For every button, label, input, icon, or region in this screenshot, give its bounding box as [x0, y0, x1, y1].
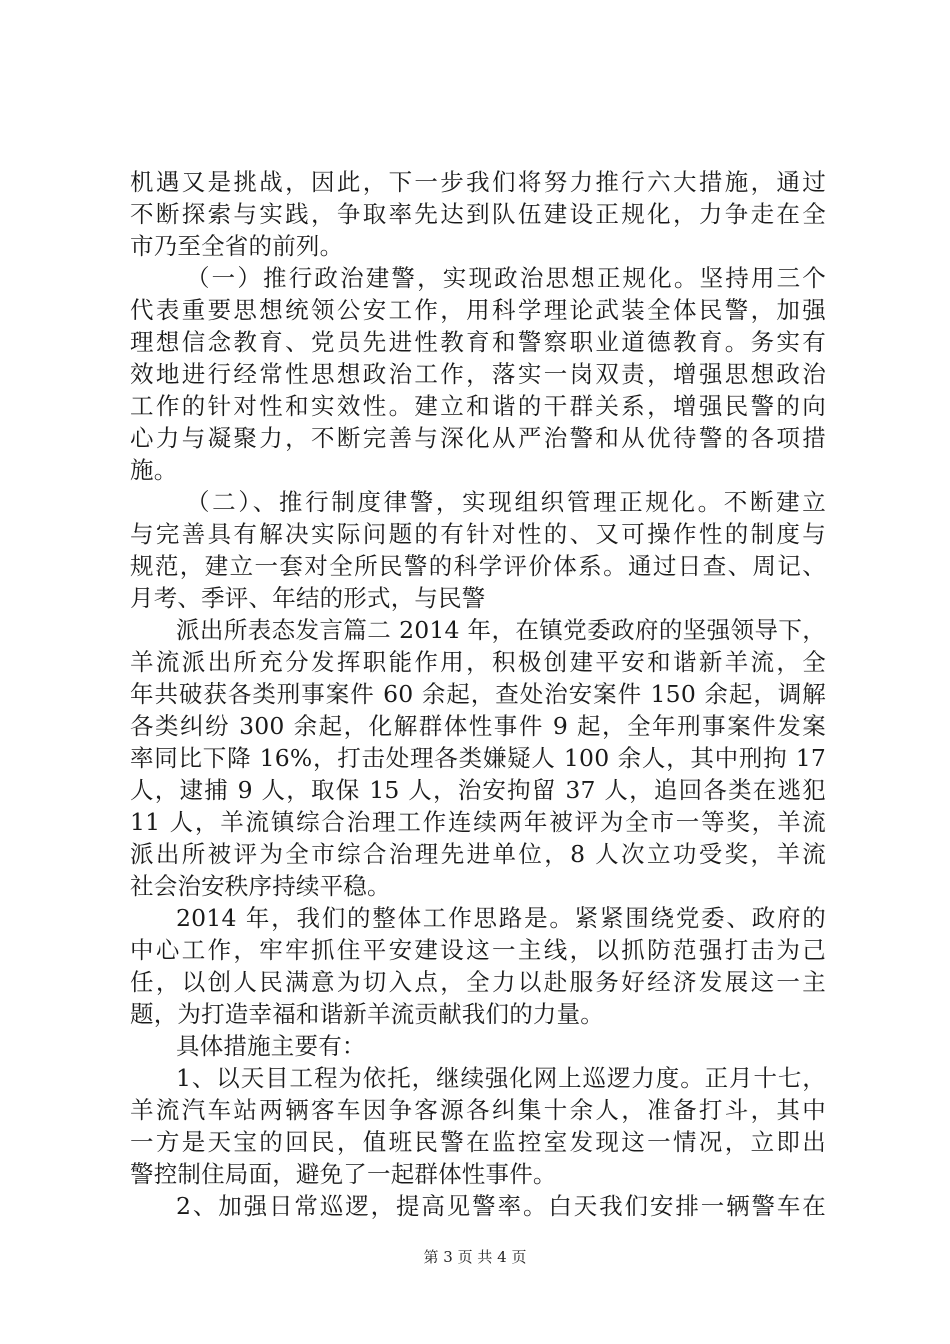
paragraph-start-line: （二）、推行制度律警，实现组织管理正规化。不断建立 — [186, 488, 826, 516]
text-line: 11 人，羊流镇综合治理工作连续两年被评为全市一等奖，羊流 — [130, 808, 826, 836]
page-number-footer: 第 3 页 共 4 页 — [423, 1248, 527, 1266]
text-line: 工作的针对性和实效性。建立和谐的干群关系，增强民警的向 — [130, 392, 826, 420]
text-line: 市乃至全省的前列。 — [130, 232, 344, 260]
text-line: 规范，建立一套对全所民警的科学评价体系。通过日查、周记、 — [130, 552, 826, 580]
text-line: 羊流汽车站两辆客车因争客源各纠集十余人，准备打斗，其中 — [130, 1096, 826, 1124]
text-line: 派出所被评为全市综合治理先进单位，8 人次立功受奖，羊流 — [130, 840, 826, 868]
text-line: 警控制住局面，避免了一起群体性事件。 — [130, 1160, 557, 1188]
text-line: 任，以创人民满意为切入点，全力以赴服务好经济发展这一主 — [130, 968, 826, 996]
text-line: 施。 — [130, 456, 178, 484]
text-line: 率同比下降 16%，打击处理各类嫌疑人 100 余人，其中刑拘 17 — [130, 744, 826, 772]
text-line: 人，逮捕 9 人，取保 15 人，治安拘留 37 人，追回各类在逃犯 — [130, 776, 826, 804]
text-line: 中心工作，牢牢抓住平安建设这一主线，以抓防范强打击为己 — [130, 936, 826, 964]
text-line: 月考、季评、年结的形式，与民警 — [130, 584, 486, 612]
text-line: 社会治安秩序持续平稳。 — [130, 872, 391, 900]
text-line: 效地进行经常性思想政治工作，落实一岗双责，增强思想政治 — [130, 360, 826, 388]
paragraph-start-line: 2、加强日常巡逻，提高见警率。白天我们安排一辆警车在 — [176, 1192, 826, 1220]
paragraph-start-line: 1、以天目工程为依托，继续强化网上巡逻力度。正月十七， — [176, 1064, 826, 1092]
text-line: 一方是天宝的回民，值班民警在监控室发现这一情况，立即出 — [130, 1128, 826, 1156]
text-line: 年共破获各类刑事案件 60 余起，查处治安案件 150 余起，调解 — [130, 680, 826, 708]
paragraph-start-line: 具体措施主要有： — [176, 1032, 366, 1060]
document-body — [130, 166, 826, 1222]
text-line: 机遇又是挑战，因此，下一步我们将努力推行六大措施，通过 — [130, 168, 826, 196]
text-line: 心力与凝聚力，不断完善与深化从严治警和从优待警的各项措 — [130, 424, 826, 452]
paragraph-start-line: （一）推行政治建警，实现政治思想正规化。坚持用三个 — [186, 264, 826, 292]
text-line: 理想信念教育、党员先进性教育和警察职业道德教育。务实有 — [130, 328, 826, 356]
text-line: 代表重要思想统领公安工作，用科学理论武装全体民警，加强 — [130, 296, 826, 324]
paragraph-start-line: 2014 年，我们的整体工作思路是。紧紧围绕党委、政府的 — [176, 904, 826, 932]
text-line: 题，为打造幸福和谐新羊流贡献我们的力量。 — [130, 1000, 604, 1028]
paragraph-start-line: 派出所表态发言篇二 2014 年，在镇党委政府的坚强领导下， — [176, 616, 826, 644]
text-line: 与完善具有解决实际问题的有针对性的、又可操作性的制度与 — [130, 520, 826, 548]
text-line: 不断探索与实践，争取率先达到队伍建设正规化，力争走在全 — [130, 200, 826, 228]
text-line: 羊流派出所充分发挥职能作用，积极创建平安和谐新羊流，全 — [130, 648, 826, 676]
text-line: 各类纠纷 300 余起，化解群体性事件 9 起，全年刑事案件发案 — [130, 712, 826, 740]
